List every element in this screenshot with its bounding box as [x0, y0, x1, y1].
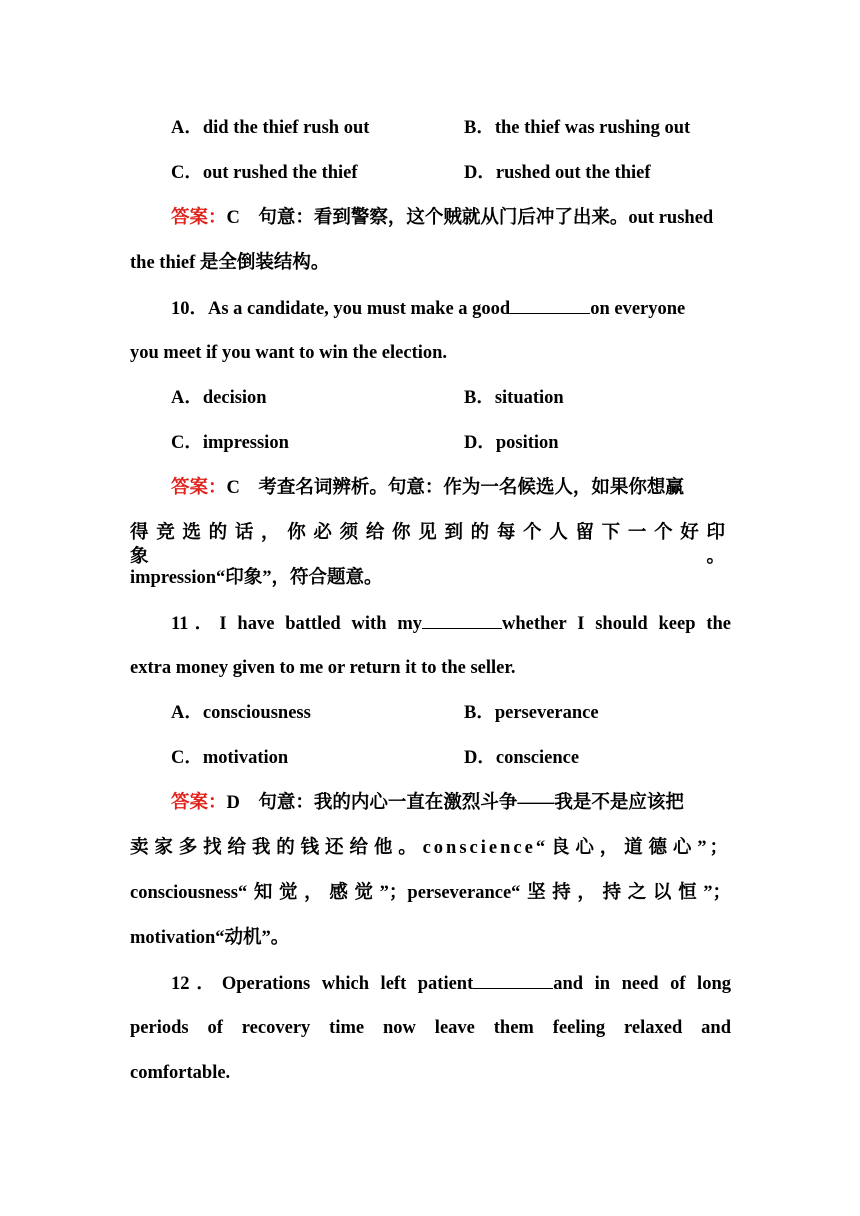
q9-answer-letter: C	[226, 208, 240, 228]
q11-stem-pre: 11．I have battled with my	[171, 614, 422, 634]
q9-option-b: B．the thief was rushing out	[464, 118, 691, 138]
q12-stem-pre: 12．Operations which left patient	[171, 974, 474, 994]
q10-stem-pre: 10．As a candidate, you must make a good	[171, 299, 511, 319]
q10-stem-line-1	[171, 296, 731, 321]
q9-explanation-1: 句意：看到警察，这个贼就从门后冲了出来。out rushed	[239, 208, 714, 228]
q11-explanation-4: motivation“动机”。	[130, 928, 290, 948]
q11-option-c: C．motivation	[171, 748, 289, 768]
q12-stem-line-2: periods of recovery time now leave them feeling relaxed and	[130, 1018, 731, 1038]
q9-option-d: D．rushed out the thief	[464, 163, 651, 183]
q12-stem-post: and in need of long	[553, 974, 731, 994]
q11-answer-label: 答案：	[171, 793, 227, 813]
q10-option-d: D．position	[464, 433, 559, 453]
q12-stem-line-1	[171, 971, 731, 996]
q11-explanation-1: 句意：我的内心一直在激烈斗争——我是不是应该把	[239, 793, 684, 813]
q10-stem-line-2: you meet if you want to win the election.	[130, 343, 448, 363]
q9-answer-line	[171, 206, 731, 230]
q10-explanation-3: impression“印象”，符合题意。	[130, 568, 383, 588]
q11-explanation-2: 卖家多找给我的钱还给他。conscience“良心，道德心”；	[130, 838, 731, 858]
q11-stem-line-1	[171, 611, 731, 636]
q9-answer-label: 答案：	[171, 208, 227, 228]
q10-option-a: A．decision	[171, 388, 267, 408]
q11-option-d: D．conscience	[464, 748, 580, 768]
q11-answer-line	[171, 791, 731, 815]
q10-stem-post: on everyone	[590, 299, 686, 319]
q10-answer-letter: C	[226, 478, 240, 498]
q11-option-b: B．perseverance	[464, 703, 599, 723]
q10-explanation-1: 考查名词辨析。句意：作为一名候选人，如果你想赢	[239, 478, 684, 498]
q11-answer-letter: D	[226, 793, 240, 813]
q9-option-a: A．did the thief rush out	[171, 118, 370, 138]
q10-option-c: C．impression	[171, 433, 289, 453]
q12-blank	[473, 971, 553, 989]
q11-stem-post: whether I should keep the	[501, 614, 731, 634]
q11-stem-line-2: extra money given to me or return it to the seller.	[130, 658, 516, 678]
q11-explanation-3: consciousness“知觉，感觉”；perseverance“坚持，持之以恒”；	[130, 883, 731, 903]
q9-option-c: C．out rushed the thief	[171, 163, 358, 183]
q11-blank	[422, 611, 502, 629]
q9-explanation-2: the thief 是全倒装结构。	[130, 253, 330, 273]
q10-answer-line	[171, 476, 731, 500]
q10-explanation-2: 得竞选的话，你必须给你见到的每个人留下一个好印象。	[130, 523, 731, 567]
q10-option-b: B．situation	[464, 388, 564, 408]
q10-answer-label: 答案：	[171, 478, 227, 498]
q12-stem-line-3: comfortable.	[130, 1063, 231, 1083]
q10-blank	[510, 296, 590, 314]
q11-option-a: A．consciousness	[171, 703, 311, 723]
